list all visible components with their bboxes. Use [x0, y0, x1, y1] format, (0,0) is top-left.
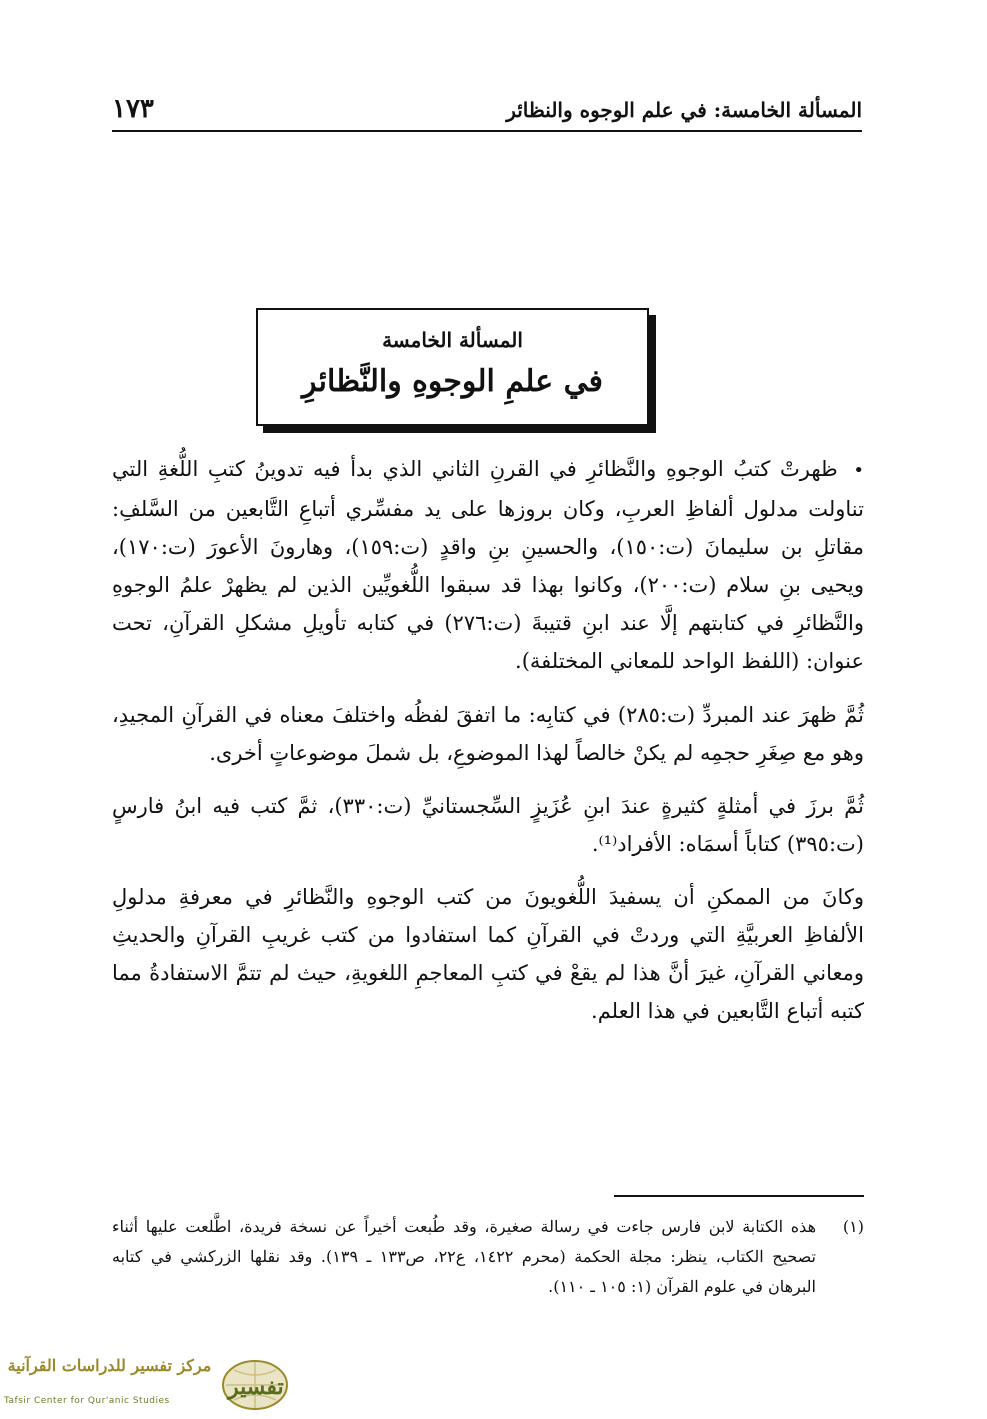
bullet-icon: •	[853, 460, 864, 481]
body-text	[112, 450, 864, 1045]
footnote-number: (١)	[842, 1217, 864, 1236]
footnote-divider	[614, 1195, 864, 1197]
logo-mark-text: تفسير	[228, 1374, 284, 1400]
paragraph	[112, 787, 864, 863]
page-header	[112, 86, 862, 132]
logo-english-text: Tafsir Center for Qur'anic Studies	[4, 1396, 170, 1406]
publisher-logo	[2, 1356, 292, 1416]
paragraph	[112, 696, 864, 772]
chapter-title-box	[256, 308, 649, 426]
paragraph	[112, 878, 864, 1030]
logo-arabic-text: مركز تفسير للدراسات القرآنية	[7, 1356, 212, 1375]
footnote-text: هذه الكتابة لابن فارس جاءت في رسالة صغيرة، وقد طُبعت أخيراً عن نسخة فريدة، اطَّلعت عليها أثناء تصحيح الكتاب، ينظر: مجلة الحكمة (محرم ١٤٢٢، ع٢٢، ص١٣٣ ـ ١٣٩). وقد نقلها الزركشي في كتابه البرهان في علوم القرآن (١: ١٠٥ ـ ١١٠).	[112, 1217, 816, 1296]
footnote	[112, 1212, 864, 1302]
paragraph-text: ثُمَّ ظهرَ عند المبردِّ (ت:٢٨٥) في كتابِه: ما اتفقَ لفظُه واختلفَ معناه في القرآنِ المجيدِ، وهو مع صِغَرِ حجمِه لم يكنْ خالصاً لهذا الموضوعِ، بل شملَ موضوعاتٍ أخرى.	[112, 703, 864, 765]
paragraph	[112, 450, 864, 680]
paragraph-text: ظهرتْ كتبُ الوجوهِ والنَّظائرِ في القرنِ الثاني الذي بدأ فيه تدوينُ كتبِ اللُّغةِ التي تناولت مدلول ألفاظِ العربِ، وكان بروزها على يد مفسِّري أتباعِ التَّابعين من السَّلفِ: مقاتلِ بن سليمانَ (ت:١٥٠)، والحسينِ بنِ واقدٍ (ت:١٥٩)، وهارونَ الأعورَ (ت:١٧٠)، ويحيى بنِ سلام (ت:٢٠٠)، وكانوا بهذا قد سبقوا اللُّغويِّين الذين لم يظهرْ علمُ الوجوهِ والنَّظائرِ في كتابتهم إلَّا عند ابنِ قتيبةَ (ت:٢٧٦) في كتابه تأويلِ مشكلِ القرآنِ، تحت عنوان: (اللفظ الواحد للمعاني المختلفة).	[112, 457, 865, 673]
chapter-title-line1: المسألة الخامسة	[382, 328, 523, 352]
chapter-title-line2: في علمِ الوجوهِ والنَّظائرِ	[302, 364, 603, 399]
running-title: المسألة الخامسة: في علم الوجوه والنظائر	[506, 98, 862, 122]
paragraph-text: ثُمَّ برزَ في أمثلةٍ كثيرةٍ عندَ ابنِ عُزَيزٍ السِّجستانيِّ (ت:٣٣٠)، ثمَّ كتب فيه ابنُ فارسٍ (ت:٣٩٥) كتاباً أسمَاه: الأفراد⁽¹⁾.	[112, 794, 865, 856]
page-number: ١٧٣	[112, 94, 154, 124]
paragraph-text: وكانَ من الممكنِ أن يسفيدَ اللُّغويونَ من كتب الوجوهِ والنَّظائرِ في معرفةِ مدلولِ الألفاظِ العربيَّةِ التي وردتْ في القرآنِ كما استفادوا من كتب غريبِ القرآنِ والحديثِ ومعاني القرآنِ، غيرَ أنَّ هذا لم يقعْ في كتبِ المعاجمِ اللغويةِ، حيث لم تتمَّ الاستفادةُ مما كتبه أتباع التَّابعين في هذا العلم.	[112, 885, 864, 1023]
